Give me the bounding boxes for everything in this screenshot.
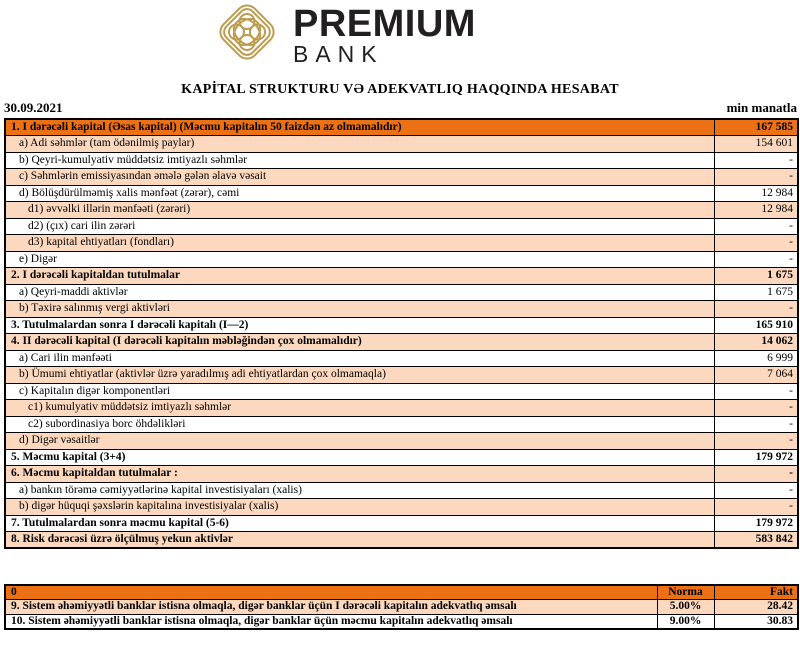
brand-subname: BANK [293,41,384,67]
row-label: 9. Sistem əhəmiyyətli banklar istisna olmaqla, digər banklar üçün I dərəcəli kapitalın adekvatlıq əmsalı [5,600,657,615]
row-value: - [714,400,798,417]
row-label: 1. I dərəcəli kapital (Əsas kapital) (Məcmu kapitalın 50 faizdən az olmamalıdır) [5,119,714,136]
row-label: 10. Sistem əhəmiyyətli banklar istisna olmaqla, digər banklar üçün məcmu kapitalın adekvatlıq əmsalı [5,614,657,629]
capital-row [5,334,798,351]
row-label: e) Digər [5,251,714,268]
adequacy-norma-header: Norma [657,585,714,600]
row-value: 165 910 [714,317,798,334]
capital-row [5,515,798,532]
capital-row [5,185,798,202]
row-fakt: 30.83 [714,614,798,629]
row-value: - [714,433,798,450]
capital-row [5,400,798,417]
unit-label: min manatla [726,100,797,115]
row-label: d) Digər vəsaitlər [5,433,714,450]
row-label: c) Səhmlərin emissiyasından əmələ gələn əlavə vəsait [5,169,714,186]
row-label: c1) kumulyativ müddətsiz imtiyazlı səhmlər [5,400,714,417]
row-value: 12 984 [714,202,798,219]
capital-row [5,482,798,499]
row-value: 1 675 [714,284,798,301]
brand-name: PREMIUM [293,3,476,45]
row-label: d1) əvvəlki illərin mənfəəti (zərəri) [5,202,714,219]
capital-row [5,284,798,301]
adequacy-row [5,600,798,615]
capital-row [5,350,798,367]
row-label: 6. Məcmu kapitaldan tutulmalar : [5,466,714,483]
row-label: d) Bölüşdürülməmiş xalis mənfəət (zərər), cəmi [5,185,714,202]
row-value: - [714,251,798,268]
capital-row [5,416,798,433]
page-title: KAPİTAL STRUKTURU VƏ ADEKVATLIQ HAQQINDA HESABAT [181,82,619,97]
capital-row [5,449,798,466]
row-value: - [714,301,798,318]
row-value: - [714,466,798,483]
bank-logo-knot-icon [213,0,281,64]
row-fakt: 28.42 [714,600,798,615]
row-label: a) Cari ilin mənfəəti [5,350,714,367]
row-value: - [714,169,798,186]
capital-row [5,317,798,334]
capital-row [5,202,798,219]
capital-row [5,119,798,136]
row-label: d3) kapital ehtiyatları (fondları) [5,235,714,252]
capital-row [5,466,798,483]
capital-row [5,251,798,268]
capital-table-body [5,119,798,548]
row-label: c2) subordinasiya borc öhdəlikləri [5,416,714,433]
report-date: 30.09.2021 [4,100,63,115]
row-value: 1 675 [714,268,798,285]
row-label: 8. Risk dərəcəsi üzrə ölçülmuş yekun aktivlər [5,532,714,549]
capital-row [5,169,798,186]
adequacy-table-body [5,585,798,629]
capital-row [5,152,798,169]
row-value: - [714,235,798,252]
capital-row [5,268,798,285]
adequacy-col0-header: 0 [5,585,657,600]
capital-structure-table [4,118,799,549]
adequacy-fakt-header: Fakt [714,585,798,600]
row-value: 14 062 [714,334,798,351]
row-label: c) Kapitalın digər komponentləri [5,383,714,400]
row-label: a) bankın törəmə cəmiyyətlərinə kapital investisiyaları (xalis) [5,482,714,499]
row-value: - [714,218,798,235]
row-label: 4. II dərəcəli kapital (I dərəcəli kapitalın məbləğindən çox olmamalıdır) [5,334,714,351]
row-value: 179 972 [714,449,798,466]
row-value: 6 999 [714,350,798,367]
capital-row [5,499,798,516]
row-label: b) Təxirə salınmış vergi aktivləri [5,301,714,318]
row-label: 5. Məcmu kapital (3+4) [5,449,714,466]
row-value: - [714,482,798,499]
adequacy-ratios-table [4,584,799,630]
row-value: - [714,152,798,169]
row-value: 179 972 [714,515,798,532]
row-value: 12 984 [714,185,798,202]
capital-row [5,433,798,450]
row-label: a) Adi səhmlər (tam ödənilmiş paylar) [5,136,714,153]
row-value: 154 601 [714,136,798,153]
adequacy-header-row [5,585,798,600]
row-norma: 9.00% [657,614,714,629]
row-label: b) Qeyri-kumulyativ müddətsiz imtiyazlı səhmlər [5,152,714,169]
row-label: b) digər hüquqi şəxslərin kapitalına investisiyalar (xalis) [5,499,714,516]
capital-row [5,367,798,384]
row-value: - [714,383,798,400]
capital-row [5,218,798,235]
adequacy-row [5,614,798,629]
row-value: - [714,416,798,433]
capital-row [5,301,798,318]
row-label: d2) (çıx) cari ilin zərəri [5,218,714,235]
row-label: 3. Tutulmalardan sonra I dərəcəli kapitalı (I—2) [5,317,714,334]
row-label: a) Qeyri-maddi aktivlər [5,284,714,301]
row-value: 167 585 [714,119,798,136]
row-norma: 5.00% [657,600,714,615]
capital-row [5,235,798,252]
capital-row [5,383,798,400]
row-label: 7. Tutulmalardan sonra məcmu kapital (5-6) [5,515,714,532]
row-label: b) Ümumi ehtiyatlar (aktivlər üzrə yaradılmış adi ehtiyatlardan çox olmamaqla) [5,367,714,384]
capital-row [5,532,798,549]
row-value: 7 064 [714,367,798,384]
bank-wordmark [293,3,476,67]
capital-row [5,136,798,153]
row-label: 2. I dərəcəli kapitaldan tutulmalar [5,268,714,285]
row-value: - [714,499,798,516]
row-value: 583 842 [714,532,798,549]
